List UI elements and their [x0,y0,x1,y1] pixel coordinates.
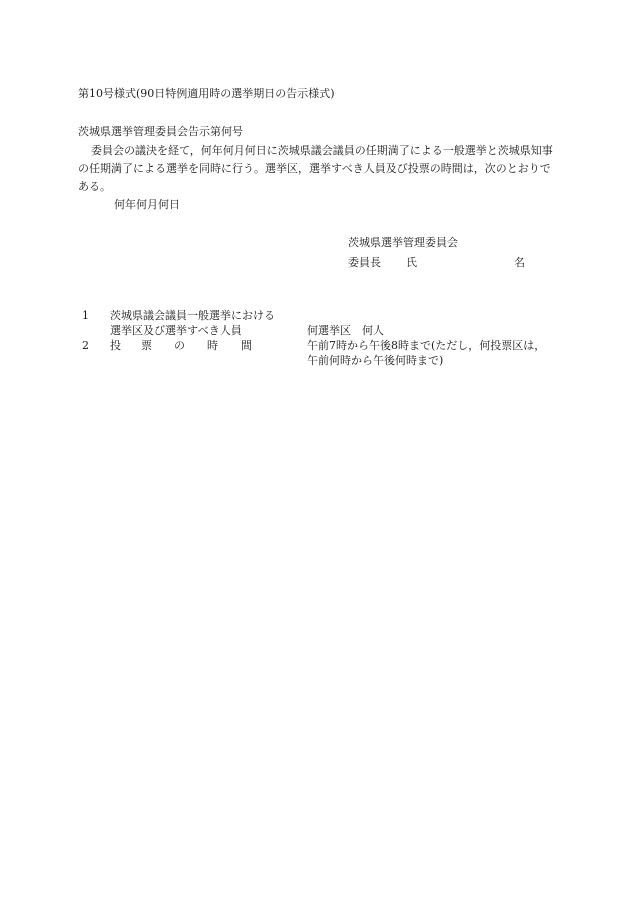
notice-body-text: 委員会の議決を経て，何年何月何日に茨城県議会議員の任期満了による一般選挙と茨城県知事の任期満了による選挙を同時に行う。選挙区，選挙すべき人員及び投票の時間は，次のとおりである。 [78,144,553,193]
item-value: 午前7時から午後8時まで(ただし，何投票区は， [307,339,546,352]
issuing-authority: 茨城県選挙管理委員会 [348,236,458,249]
label-char: 投 [110,339,121,352]
chair-title: 委員長 [348,256,381,269]
item-value: 何選挙区 何人 [307,324,384,337]
item-number: 1 [82,309,89,322]
notice-date: 何年何月何日 [114,198,180,211]
item-value-continued: 午前何時から午後何時まで) [307,354,444,367]
name-placeholder: 名 [514,256,525,269]
form-title: 第10号様式(90日特例適用時の選挙期日の告示様式) [78,87,335,100]
item-number: 2 [82,339,89,352]
item-label: 選挙区及び選挙すべき人員 [110,324,242,337]
surname-placeholder: 氏 [406,256,417,269]
label-char: の [174,339,185,352]
label-char: 間 [241,339,252,352]
item-label: 茨城県議会議員一般選挙における [110,309,275,322]
notice-number: 茨城県選挙管理委員会告示第何号 [78,125,243,138]
label-char: 時 [207,339,218,352]
label-char: 票 [141,339,152,352]
